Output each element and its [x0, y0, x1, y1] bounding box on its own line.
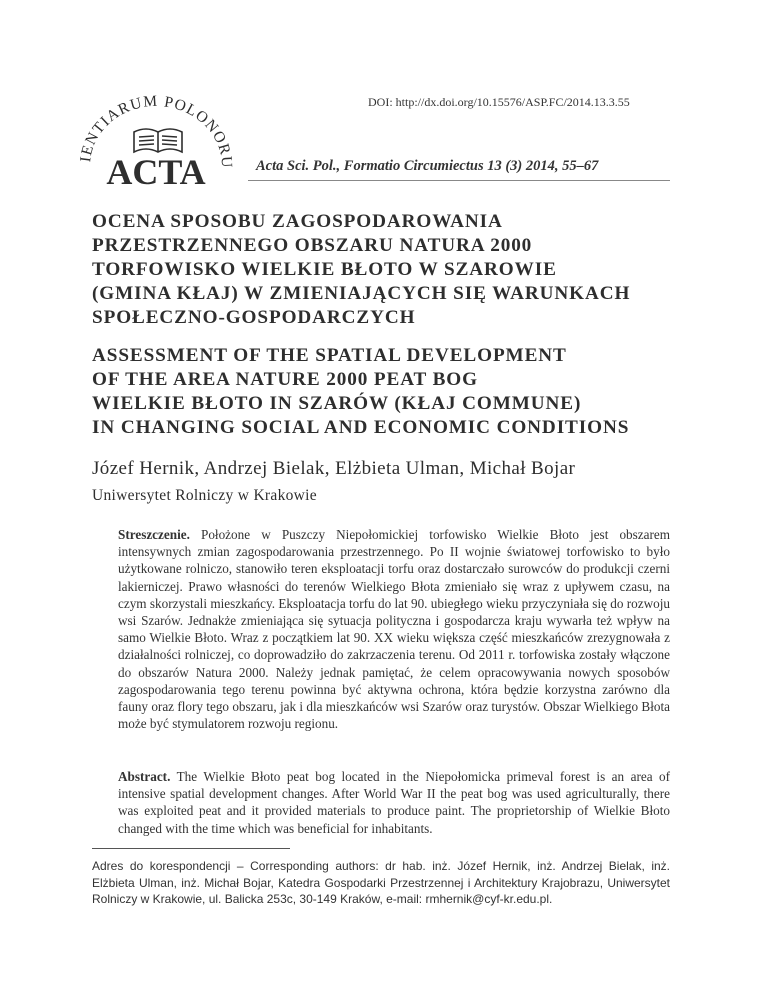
abstract-english-text: The Wielkie Błoto peat bog located in the Niepołomicka primeval forest is an area of intensive spatial development changes. After World War II the peat bog was used agriculturally, there was exploited peat and it provided materials to produce paint. The proprietorship of Wielkie Błoto changed with the time which was beneficial for inhabitants. — [118, 769, 671, 836]
title-english-line: ASSESSMENT OF THE SPATIAL DEVELOPMENT — [92, 345, 567, 366]
logo-acta-text: ACTA — [106, 152, 206, 190]
abstract-polish-label: Streszczenie. — [118, 527, 190, 542]
title-polish-line: OCENA SPOSOBU ZAGOSPODAROWANIA — [92, 211, 503, 232]
title-polish-line: PRZESTRZENNEGO OBSZARU NATURA 2000 — [92, 235, 533, 256]
title-english-line: WIELKIE BŁOTO IN SZARÓW (KŁAJ COMMUNE) — [92, 393, 582, 414]
open-book-icon — [134, 129, 182, 152]
title-english-line: IN CHANGING SOCIAL AND ECONOMIC CONDITIONS — [92, 417, 630, 438]
header-divider — [248, 180, 670, 181]
author-list: Józef Hernik, Andrzej Bielak, Elżbieta Ulman, Michał Bojar — [92, 458, 576, 479]
journal-logo-graphic — [78, 80, 238, 190]
doi-link[interactable]: DOI: http://dx.doi.org/10.15576/ASP.FC/2014.13.3.55 — [368, 95, 630, 109]
abstract-polish-text: Położone w Puszczy Niepołomickiej torfowisko Wielkie Błoto jest obszarem intensywnych zmian zagospodarowania przestrzennego. Po II wojnie światowej torfowisko to było użytkowane rolniczo, stanowiło teren eksploatacji torfu oraz dostarczało surowców do produkcji czerni lakierniczej. Prawo własności do terenów Wielkiego Błota zmieniało się wraz z upływem czasu, na czym skorzystali mieszkańcy. Eksploatacja torfu do lat 90. ubiegłego wieku przyczyniała się do rozwoju wsi Szarów. Jednakże zmieniająca się sytuacja polityczna i gospodarcza kraju wywarła też wpływ na samo Wielkie Błoto. Wraz z początkiem lat 90. XX wieku większa część mieszkańców zrezygnowała z działalności rolniczej, co doprowadziło do zakrzaczenia terenu. Od 2011 r. torfowiska zostały włączone do obszarów Natura 2000. Należy jednak pamiętać, że celem opracowywania nowych sposobów zagospodarowania tego terenu powinna być aktywna ochrona, która będzie korzystna zarówno dla fauny oraz flory tego obszaru, jak i dla mieszkańców wsi Szarów oraz turystów. Obszar Wielkiego Błota może być stymulatorem rozwoju regionu. — [118, 527, 670, 732]
abstract-english — [118, 768, 670, 837]
title-polish-line: (GMINA KŁAJ) W ZMIENIAJĄCYCH SIĘ WARUNKACH — [92, 283, 631, 304]
title-english-line: OF THE AREA NATURE 2000 PEAT BOG — [92, 369, 478, 390]
footnote-divider — [92, 848, 290, 849]
title-polish-line: TORFOWISKO WIELKIE BŁOTO W SZAROWIE — [92, 259, 557, 280]
title-polish-line: SPOŁECZNO-GOSPODARCZYCH — [92, 307, 416, 328]
title-polish — [92, 210, 692, 330]
correspondence-footnote: Adres do korespondencji – Corresponding authors: dr hab. inż. Józef Hernik, inż. Andrzej Bielak, inż. Elżbieta Ulman, inż. Michał Bojar, Katedra Gospodarki Przestrzennej i Architektury Krajobrazu, Uniwersytet Rolniczy w Krakowie, ul. Balicka 253c, 30-149 Kraków, e-mail: rmhernik@cyf-kr.edu.pl. — [92, 859, 670, 906]
abstract-polish — [118, 526, 670, 732]
abstract-english-label: Abstract. — [118, 769, 171, 784]
journal-logo — [78, 80, 238, 190]
title-english — [92, 344, 692, 440]
journal-citation: Acta Sci. Pol., Formatio Circumiectus 13 (3) 2014, 55–67 — [256, 158, 599, 174]
logo-arc-text: IENTIARUM POLONORU — [78, 92, 236, 170]
affiliation: Uniwersytet Rolniczy w Krakowie — [92, 487, 317, 504]
